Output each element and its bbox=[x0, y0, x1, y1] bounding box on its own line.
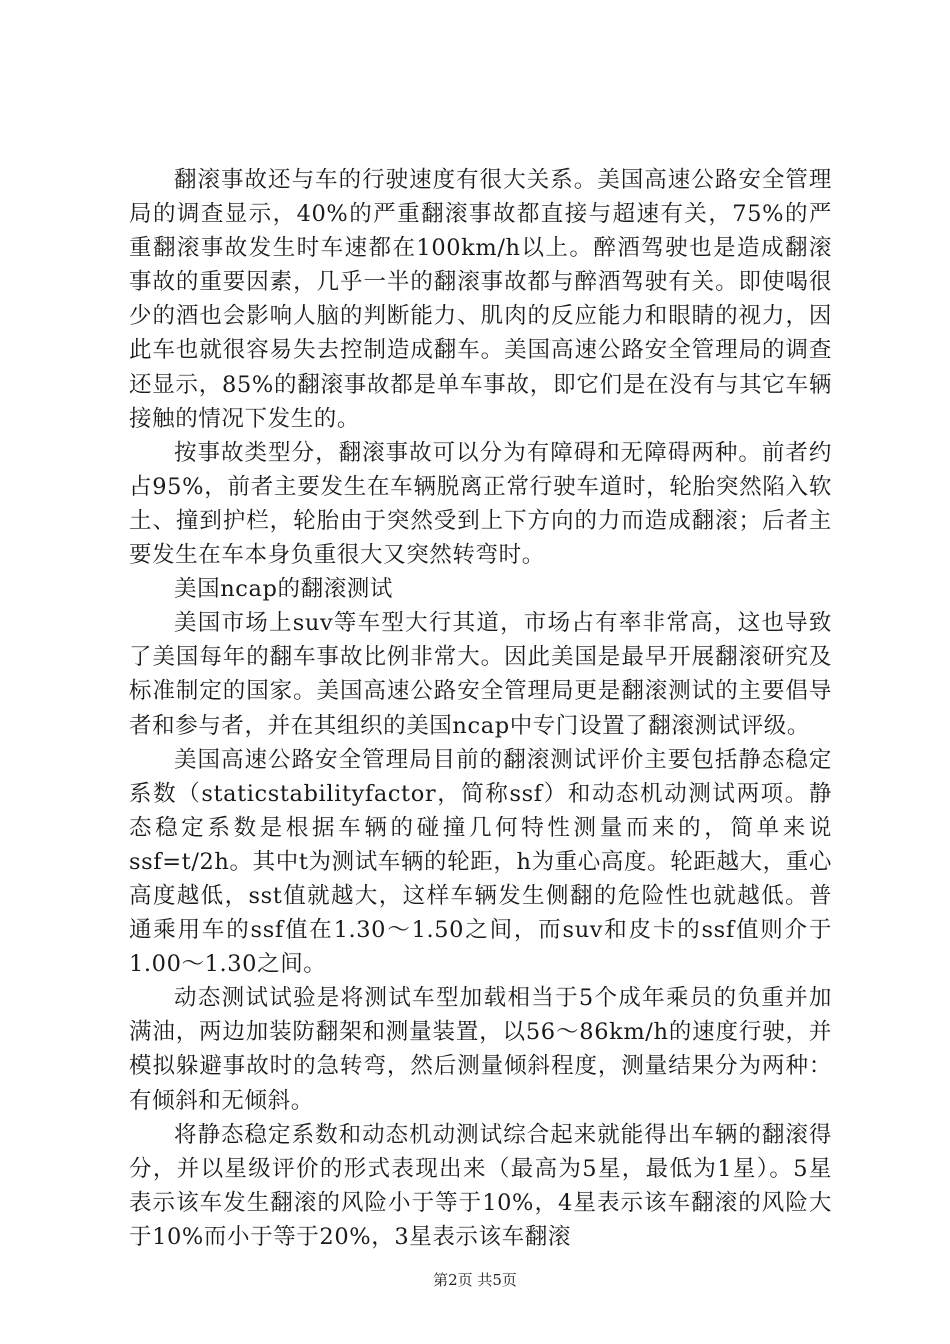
document-body bbox=[129, 163, 832, 1254]
page-footer: 第2页 共5页 bbox=[433, 1271, 517, 1289]
paragraph-dynamic-test: 动态测试试验是将测试车型加载相当于5个成年乘员的负重并加满油，两边加装防翻架和测量装置，以56～86km/h的速度行驶，并模拟躲避事故时的急转弯，然后测量倾斜程度，测量结果分为两种：有倾斜和无倾斜。 bbox=[129, 985, 832, 1114]
paragraph-static-stability: 美国高速公路安全管理局目前的翻滚测试评价主要包括静态稳定系数（staticstabilityfactor，简称ssf）和动态机动测试两项。静态稳定系数是根据车辆的碰撞几何特性测量而来的，简单来说ssf=t/2h。其中t为测试车辆的轮距，h为重心高度。轮距越大，重心高度越低，sst值就越大，这样车辆发生侧翻的危险性也就越低。普通乘用车的ssf值在1.30～1.50之间，而suv和皮卡的ssf值则介于1.00～1.30之间。 bbox=[129, 746, 832, 978]
paragraph-rollover-speed: 翻滚事故还与车的行驶速度有很大关系。美国高速公路安全管理局的调查显示，40%的严重翻滚事故都直接与超速有关，75%的严重翻滚事故发生时车速都在100km/h以上。醉酒驾驶也是造成翻滚事故的重要因素，几乎一半的翻滚事故都与醉酒驾驶有关。即使喝很少的酒也会影响人脑的判断能力、肌肉的反应能力和眼睛的视力，因此车也就很容易失去控制造成翻车。美国高速公路安全管理局的调查还显示，85%的翻滚事故都是单车事故，即它们是在没有与其它车辆接触的情况下发生的。 bbox=[129, 167, 832, 432]
paragraph-star-rating: 将静态稳定系数和动态机动测试综合起来就能得出车辆的翻滚得分，并以星级评价的形式表现出来（最高为5星，最低为1星）。5星表示该车发生翻滚的风险小于等于10%，4星表示该车翻滚的风险大于10%而小于等于20%，3星表示该车翻滚 bbox=[129, 1121, 832, 1250]
paragraph-accident-types: 按事故类型分，翻滚事故可以分为有障碍和无障碍两种。前者约占95%，前者主要发生在车辆脱离正常行驶车道时，轮胎突然陷入软土、撞到护栏，轮胎由于突然受到上下方向的力而造成翻滚；后者主要发生在车本身负重很大又突然转弯时。 bbox=[129, 439, 832, 569]
section-heading-ncap-rollover: 美国ncap的翻滚测试 bbox=[174, 576, 394, 603]
paragraph-us-market: 美国市场上suv等车型大行其道，市场占有率非常高，这也导致了美国每年的翻车事故比例非常大。因此美国是最早开展翻滚研究及标准制定的国家。美国高速公路安全管理局更是翻滚测试的主要倡导者和参与者，并在其组织的美国ncap中专门设置了翻滚测试评级。 bbox=[129, 610, 832, 739]
